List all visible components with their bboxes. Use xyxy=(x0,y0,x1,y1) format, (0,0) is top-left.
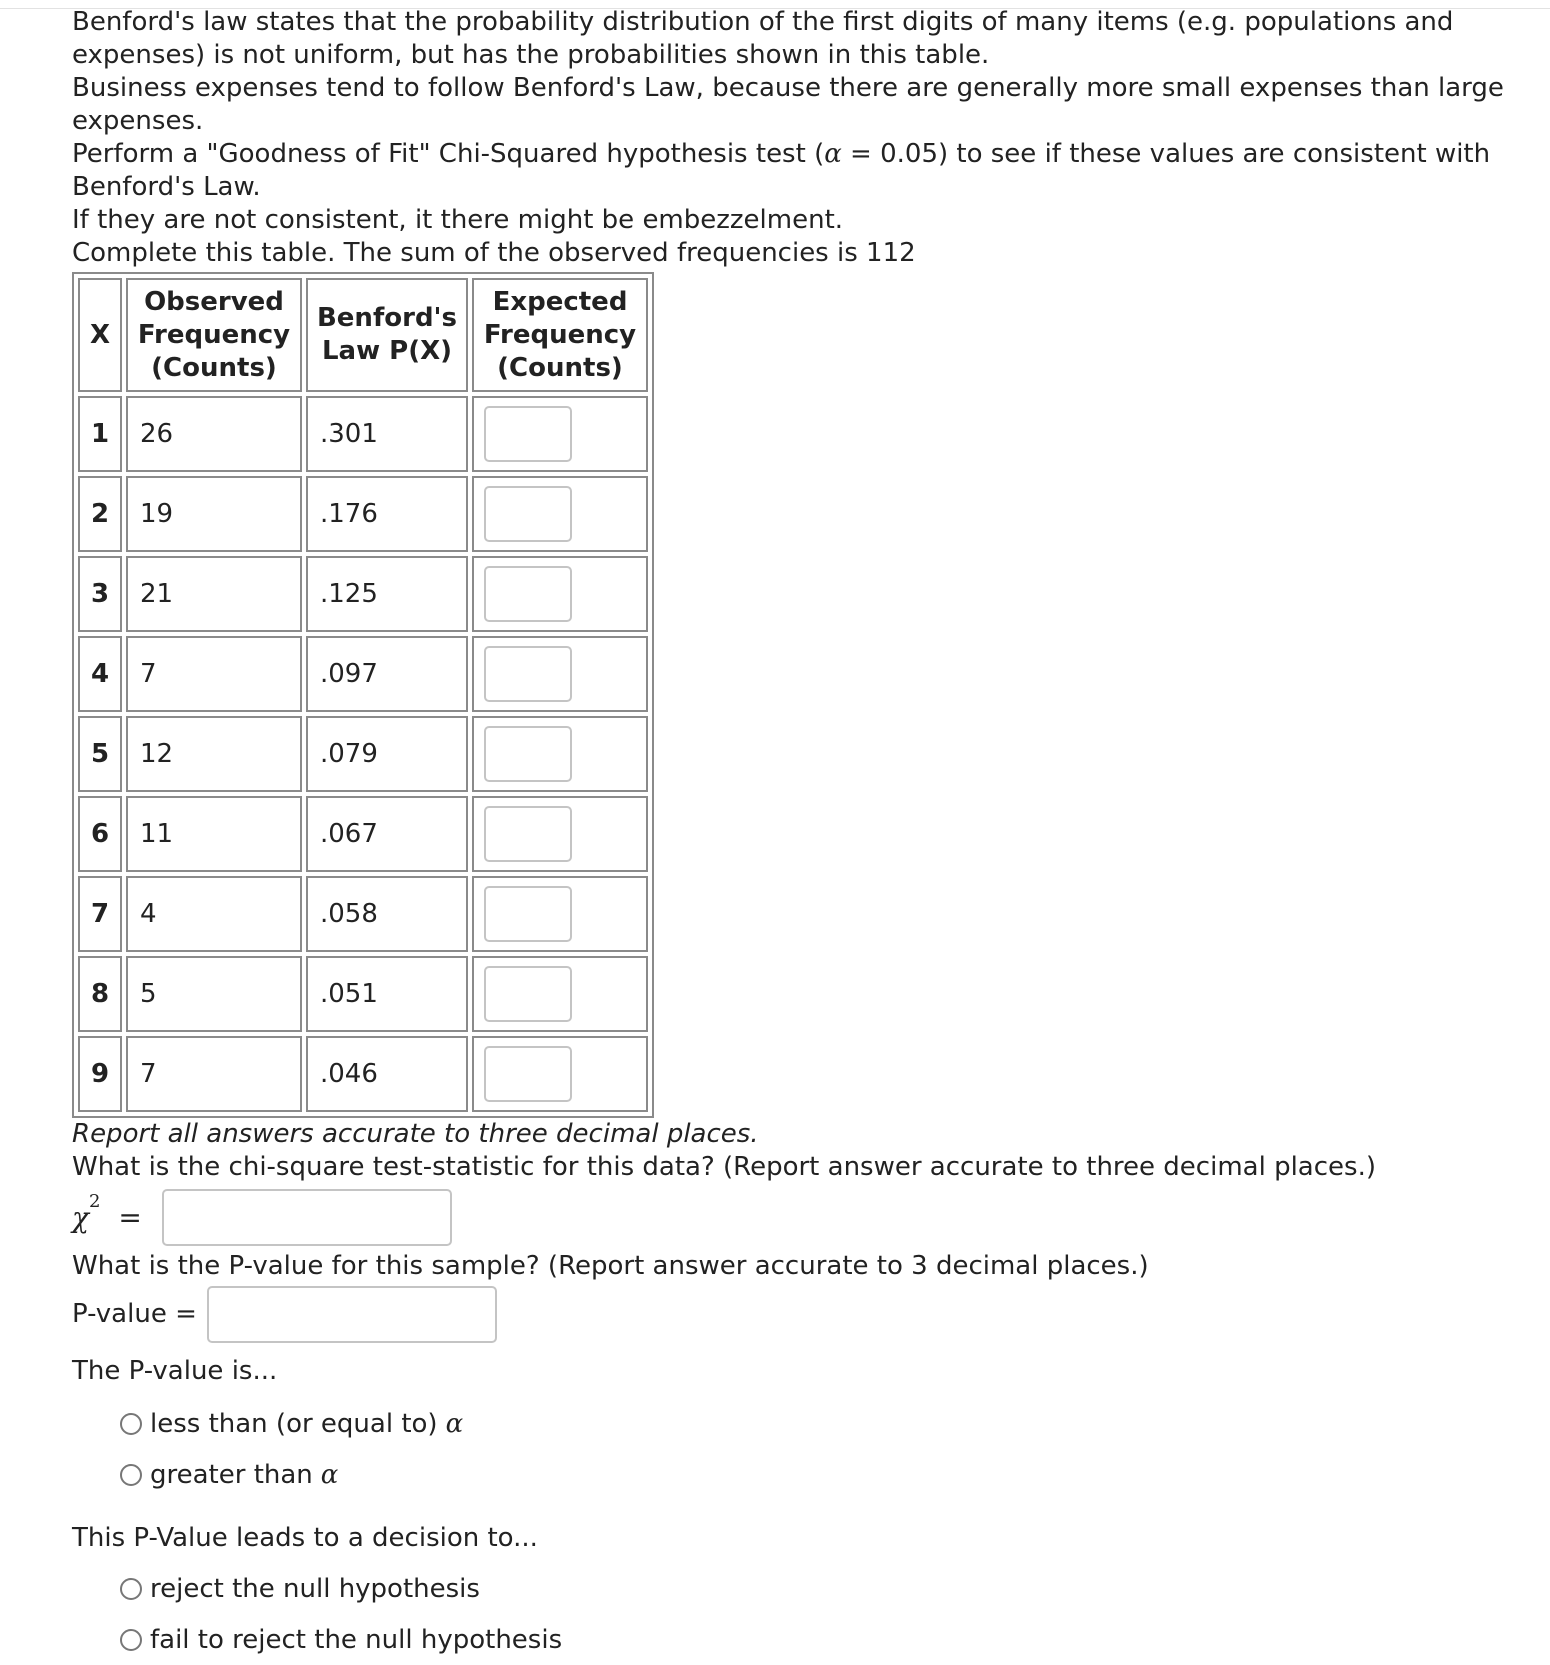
cell-x: 5 xyxy=(78,716,122,792)
radio-option-greater-than[interactable]: greater than α xyxy=(120,1449,1512,1500)
cell-x: 2 xyxy=(78,476,122,552)
cell-observed: 12 xyxy=(126,716,302,792)
header-x: X xyxy=(78,278,122,392)
header-benford: Benford's Law P(X) xyxy=(306,278,468,392)
intro-business: Business expenses tend to follow Benford's Law, because there are generally more small expenses than large expenses. xyxy=(72,73,1504,136)
cell-observed: 21 xyxy=(126,556,302,632)
chi-superscript: 2 xyxy=(88,1190,101,1212)
cell-observed: 7 xyxy=(126,1036,302,1112)
chi-question: What is the chi-square test-statistic for this data? (Report answer accurate to three decimal places.) xyxy=(72,1152,1376,1182)
cell-observed: 11 xyxy=(126,796,302,872)
cell-observed: 19 xyxy=(126,476,302,552)
expected-input-3[interactable] xyxy=(484,566,572,622)
cell-probability: .046 xyxy=(306,1036,468,1112)
cell-x: 7 xyxy=(78,876,122,952)
chi-answer-row xyxy=(72,1186,1512,1248)
expected-input-5[interactable] xyxy=(484,726,572,782)
table-row xyxy=(78,796,648,872)
expected-input-9[interactable] xyxy=(484,1046,572,1102)
table-row xyxy=(78,716,648,792)
cell-x: 8 xyxy=(78,956,122,1032)
cell-probability: .301 xyxy=(306,396,468,472)
cell-observed: 5 xyxy=(126,956,302,1032)
cell-x: 1 xyxy=(78,396,122,472)
cell-probability: .097 xyxy=(306,636,468,712)
cell-probability: .067 xyxy=(306,796,468,872)
table-row xyxy=(78,556,648,632)
radio-button[interactable] xyxy=(120,1464,142,1486)
radio-option-fail-to-reject[interactable]: fail to reject the null hypothesis xyxy=(120,1614,1512,1665)
radio-button[interactable] xyxy=(120,1413,142,1435)
cell-x: 9 xyxy=(78,1036,122,1112)
chi-equals: = xyxy=(118,1200,142,1234)
pvalue-input[interactable] xyxy=(207,1286,497,1343)
pvalue-label: P-value = xyxy=(72,1299,197,1329)
table-row xyxy=(78,956,648,1032)
expected-input-8[interactable] xyxy=(484,966,572,1022)
decision-radio-group xyxy=(72,1563,1512,1665)
cell-x: 4 xyxy=(78,636,122,712)
cell-probability: .176 xyxy=(306,476,468,552)
cell-probability: .079 xyxy=(306,716,468,792)
decision-question: This P-Value leads to a decision to... xyxy=(72,1523,538,1553)
intro-test: Perform a "Goodness of Fit" Chi-Squared hypothesis test (α = 0.05) to see if these values are consistent with Benford's Law. xyxy=(72,139,1491,202)
cell-probability: .125 xyxy=(306,556,468,632)
intro-benford: Benford's law states that the probability distribution of the first digits of many items (e.g. populations and expenses) is not uniform, but has the probabilities shown in this table. xyxy=(72,7,1454,70)
expected-input-1[interactable] xyxy=(484,406,572,462)
alpha-symbol: α xyxy=(445,1408,464,1439)
chi-symbol: χ xyxy=(72,1200,89,1234)
table-row xyxy=(78,476,648,552)
cell-observed: 26 xyxy=(126,396,302,472)
pvalue-is-label: The P-value is... xyxy=(72,1356,278,1386)
cell-x: 6 xyxy=(78,796,122,872)
pvalue-answer-row xyxy=(72,1283,1512,1345)
header-observed: Observed Frequency (Counts) xyxy=(126,278,302,392)
benford-table xyxy=(72,272,654,1118)
expected-input-4[interactable] xyxy=(484,646,572,702)
radio-option-less-than[interactable]: less than (or equal to) α xyxy=(120,1398,1512,1449)
expected-input-2[interactable] xyxy=(484,486,572,542)
table-row xyxy=(78,396,648,472)
expected-input-7[interactable] xyxy=(484,886,572,942)
table-row xyxy=(78,876,648,952)
cell-observed: 7 xyxy=(126,636,302,712)
report-note: Report all answers accurate to three decimal places. xyxy=(72,1119,759,1149)
table-row xyxy=(78,636,648,712)
pvalue-question: What is the P-value for this sample? (Report answer accurate to 3 decimal places.) xyxy=(72,1251,1149,1281)
radio-button[interactable] xyxy=(120,1629,142,1651)
radio-button[interactable] xyxy=(120,1578,142,1600)
question-content xyxy=(72,6,1512,1665)
alpha-symbol: α xyxy=(824,139,842,169)
cell-x: 3 xyxy=(78,556,122,632)
chi-square-input[interactable] xyxy=(162,1189,452,1246)
cell-observed: 4 xyxy=(126,876,302,952)
radio-option-reject[interactable]: reject the null hypothesis xyxy=(120,1563,1512,1614)
intro-embezzlement: If they are not consistent, it there might be embezzelment. xyxy=(72,205,844,235)
expected-input-6[interactable] xyxy=(484,806,572,862)
header-expected: Expected Frequency (Counts) xyxy=(472,278,648,392)
cell-probability: .051 xyxy=(306,956,468,1032)
table-header-row xyxy=(78,278,648,392)
intro-complete: Complete this table. The sum of the observed frequencies is 112 xyxy=(72,238,916,268)
pvalue-radio-group xyxy=(72,1398,1512,1500)
table-row xyxy=(78,1036,648,1112)
table-body xyxy=(78,396,648,1112)
alpha-symbol: α xyxy=(320,1459,339,1490)
cell-probability: .058 xyxy=(306,876,468,952)
